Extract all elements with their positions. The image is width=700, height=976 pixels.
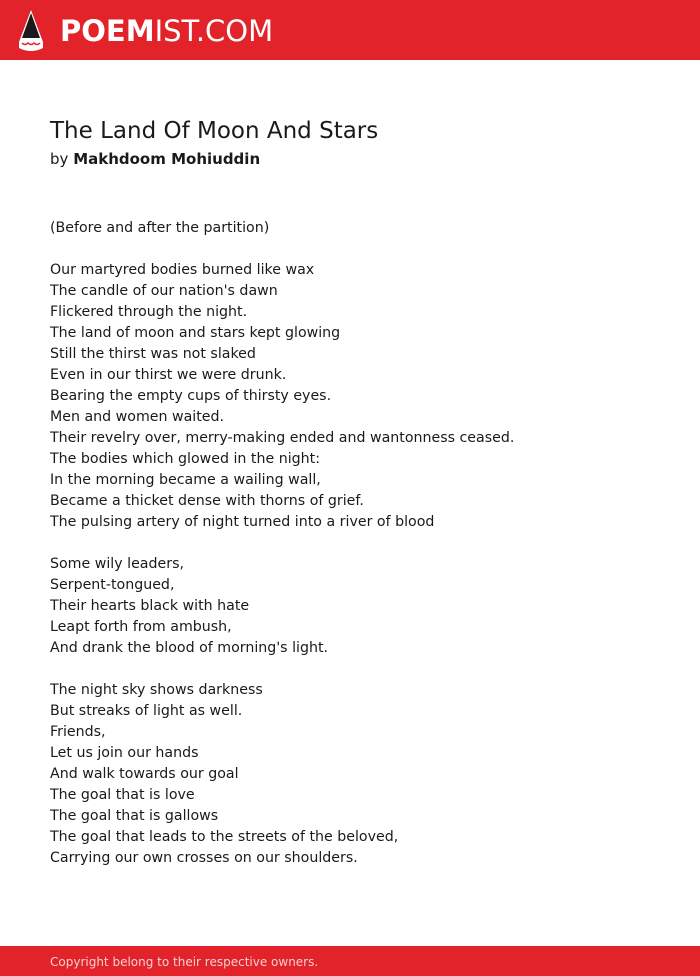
logo-text-light: IST.COM <box>154 14 274 48</box>
poem-line: The goal that is love <box>50 787 195 803</box>
poem-line: The goal that is gallows <box>50 808 219 824</box>
poem-line: Serpent-tongued, <box>50 577 175 593</box>
poem-line: And walk towards our goal <box>50 766 239 782</box>
pencil-logo-icon <box>18 10 44 52</box>
stanza-break <box>50 533 514 554</box>
site-logo[interactable] <box>18 10 273 52</box>
poem-line: The land of moon and stars kept glowing <box>50 325 341 341</box>
poem-line: Men and women waited. <box>50 409 225 425</box>
poem-line: But streaks of light as well. <box>50 703 243 719</box>
poem-line: The goal that leads to the streets of the beloved, <box>50 829 399 845</box>
poem-line: Friends, <box>50 724 106 740</box>
poem-title: The Land Of Moon And Stars <box>50 118 379 144</box>
site-header <box>0 0 700 60</box>
poem-author[interactable]: Makhdoom Mohiuddin <box>73 150 261 168</box>
poem-body <box>50 218 514 869</box>
poem-line: The candle of our nation's dawn <box>50 283 278 299</box>
site-logo-text <box>60 10 273 52</box>
poem-line: Leapt forth from ambush, <box>50 619 232 635</box>
poem-line: In the morning became a wailing wall, <box>50 472 321 488</box>
stanza-break <box>50 239 514 260</box>
poem-line: And drank the blood of morning's light. <box>50 640 329 656</box>
poem-line: The bodies which glowed in the night: <box>50 451 320 467</box>
poem-line: Our martyred bodies burned like wax <box>50 262 315 278</box>
poem-line: The pulsing artery of night turned into a river of blood <box>50 514 435 530</box>
poem-line: The night sky shows darkness <box>50 682 263 698</box>
poem-byline <box>50 148 260 170</box>
poem-line: Some wily leaders, <box>50 556 184 572</box>
poem-line: Carrying our own crosses on our shoulders. <box>50 850 358 866</box>
poem-line: Let us join our hands <box>50 745 199 761</box>
site-footer <box>0 946 700 976</box>
poem-line: (Before and after the partition) <box>50 220 270 236</box>
copyright-notice: Copyright belong to their respective owners. <box>50 955 319 969</box>
stanza-break <box>50 659 514 680</box>
poem-line: Flickered through the night. <box>50 304 248 320</box>
poem-line: Still the thirst was not slaked <box>50 346 256 362</box>
logo-text-bold: POEM <box>60 14 155 48</box>
by-label: by <box>50 150 69 168</box>
poem-line: Bearing the empty cups of thirsty eyes. <box>50 388 332 404</box>
poem-line: Became a thicket dense with thorns of grief. <box>50 493 364 509</box>
poem-line: Even in our thirst we were drunk. <box>50 367 287 383</box>
poem-line: Their revelry over, merry-making ended and wantonness ceased. <box>50 430 515 446</box>
poem-line: Their hearts black with hate <box>50 598 250 614</box>
